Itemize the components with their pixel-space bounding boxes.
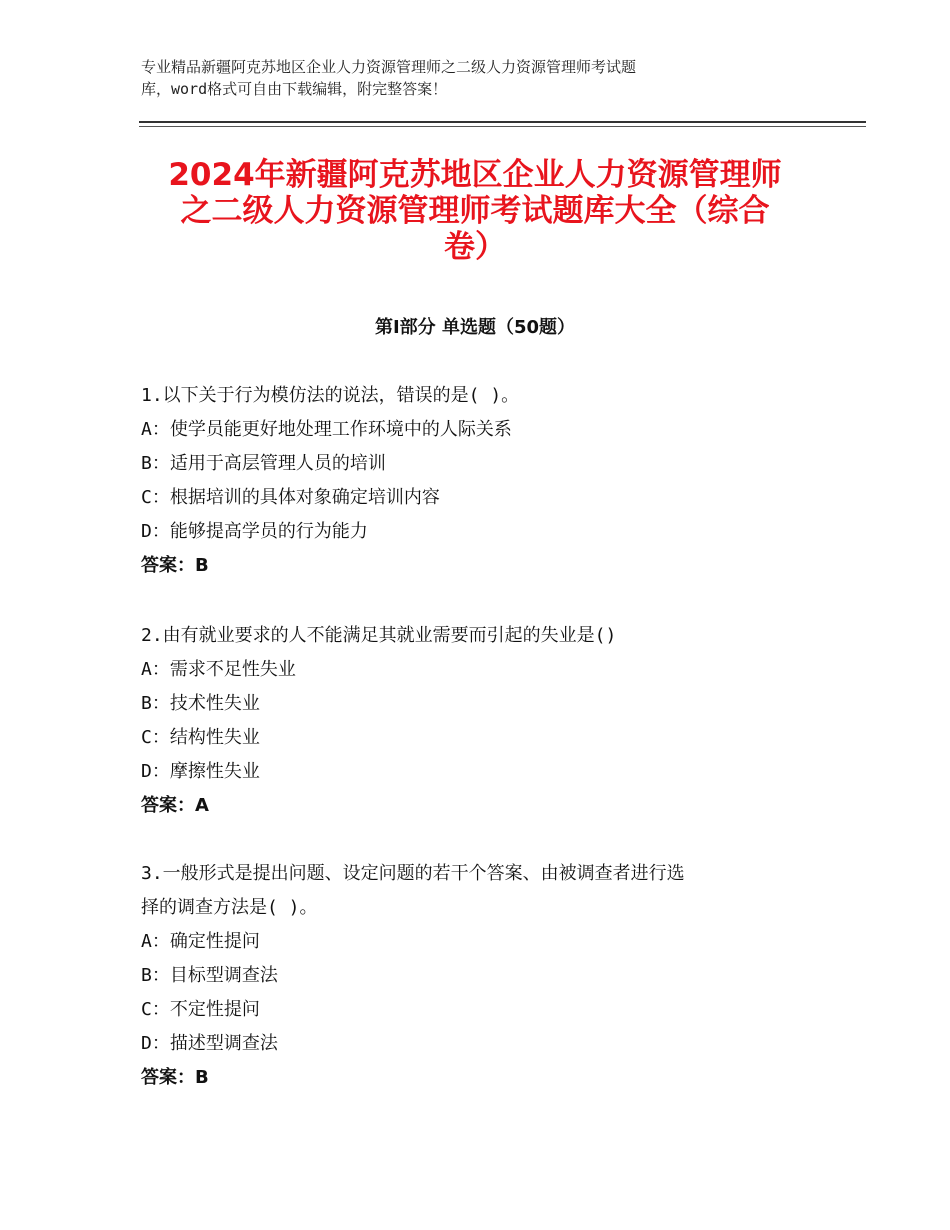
title-line: 之二级人力资源管理师考试题库大全（综合 <box>180 193 770 229</box>
question-stem: 3.一般形式是提出问题、设定问题的若干个答案、由被调查者进行选 <box>141 863 685 884</box>
option-c: C：结构性失业 <box>141 727 260 748</box>
section-heading: 第Ⅰ部分 单选题（50题） <box>374 317 575 338</box>
option-b: B：目标型调查法 <box>141 965 278 986</box>
question-stem: 2.由有就业要求的人不能满足其就业需要而引起的失业是() <box>141 625 617 646</box>
header-note-line: 专业精品新疆阿克苏地区企业人力资源管理师之二级人力资源管理师考试题 <box>141 58 637 76</box>
title-line: 2024年新疆阿克苏地区企业人力资源管理师 <box>168 157 782 193</box>
header-divider-thin <box>139 126 866 127</box>
option-c: C：不定性提问 <box>141 999 260 1020</box>
question-stem: 1.以下关于行为模仿法的说法，错误的是( )。 <box>141 385 520 406</box>
option-a: A：使学员能更好地处理工作环境中的人际关系 <box>141 419 512 440</box>
question-1 <box>141 379 821 583</box>
title-line: 卷） <box>444 229 506 265</box>
question-2 <box>141 619 821 823</box>
document-title <box>120 157 830 265</box>
option-c: C：根据培训的具体对象确定培训内容 <box>141 487 440 508</box>
option-b: B：技术性失业 <box>141 693 260 714</box>
answer: 答案：B <box>141 1067 209 1088</box>
option-a: A：需求不足性失业 <box>141 659 296 680</box>
option-d: D：描述型调查法 <box>141 1033 278 1054</box>
header-note-line: 库，word格式可自由下载编辑，附完整答案！ <box>141 80 448 98</box>
question-stem-continued: 择的调查方法是( )。 <box>141 897 318 918</box>
option-d: D：能够提高学员的行为能力 <box>141 521 368 542</box>
question-3 <box>141 857 821 1095</box>
header-note <box>141 56 781 100</box>
option-b: B：适用于高层管理人员的培训 <box>141 453 386 474</box>
answer: 答案：A <box>141 795 209 816</box>
option-a: A：确定性提问 <box>141 931 260 952</box>
option-d: D：摩擦性失业 <box>141 761 260 782</box>
header-divider <box>139 121 866 123</box>
answer: 答案：B <box>141 555 209 576</box>
